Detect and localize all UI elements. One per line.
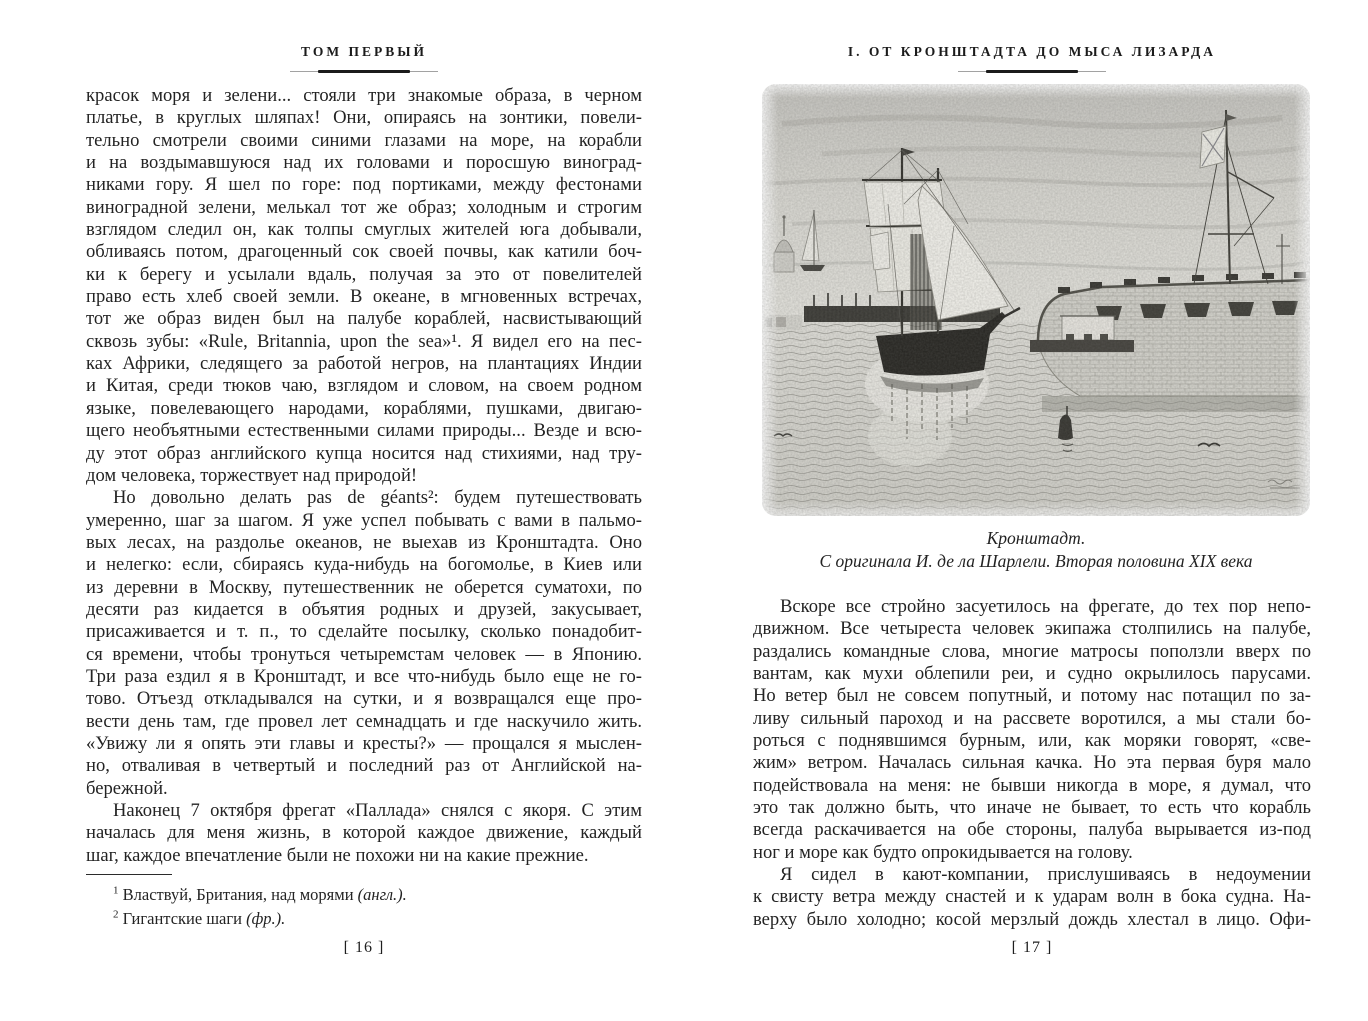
text-line: красок моря и зелени... стояли три знакомые образа, в черном <box>86 85 642 106</box>
text-line: сквозь зубы: «Rule, Britannia, upon the sea»¹. Я видел его на пес- <box>86 330 642 352</box>
text-line: ливу сильный пароход и на рассвете воротился, а мы стали бо- <box>753 707 1311 729</box>
kronstadt-engraving <box>762 84 1310 573</box>
illustration-caption <box>762 527 1310 573</box>
right-page <box>753 0 1311 1021</box>
text-line: началась для меня жизнь, в которой каждое движение, каждый <box>86 822 642 844</box>
text-line: жим» ветром. Началась сильная качка. Но эта первая буря мало <box>753 752 1311 774</box>
text-line: Три раза ездил я в Кронштадт, и все что-нибудь было еще не го- <box>86 665 642 687</box>
text-line: Я сидел в кают-компании, прислушиваясь в недоумении <box>780 864 1311 886</box>
text-line: право есть хлеб своей земли. В океане, в мгновенных встречах, <box>86 286 642 308</box>
footnote-list <box>86 883 642 930</box>
text-line: Вскоре все стройно засуетилось на фрегате, до тех пор непо- <box>780 596 1311 617</box>
text-line: и нелегко: если, сбираясь куда-нибудь на богомолье, в Киев или <box>86 554 642 576</box>
text-line: тово. Отъезд откладывался на сутки, и я возвращался еще про- <box>86 688 642 710</box>
text-line: десяти раз кидается в объятия родных и друзей, закусывает, <box>86 598 642 620</box>
text-line: из деревни в Москву, путешественник не оберется суматохи, по <box>86 576 642 598</box>
text-line: роться с поднявшимся бурным, или, как моряки говорят, «све- <box>753 730 1311 752</box>
page-number-right: [ 17 ] <box>1011 939 1053 956</box>
text-line: виноградной зелени, мелькал тот же образ; холодным и строгим <box>86 196 642 218</box>
text-line: обливаясь потом, драгоценный сок своей почвы, как катили боч- <box>86 241 642 263</box>
footnotes <box>86 874 642 930</box>
header-divider-left <box>290 70 438 73</box>
body-text-left <box>86 85 642 867</box>
text-line: шаг, каждое впечатление были не похожи ни на какие прежние. <box>86 844 589 866</box>
text-line: никами гору. Я шел по горе: под портиками, между фестонами <box>86 174 642 196</box>
text-line: ног и море как будто опрокидывается на голову. <box>753 841 1133 863</box>
text-line: верху было холодно; косой мерзлый дождь хлестал в лицо. Офи- <box>753 908 1311 930</box>
footnote: $^2$ Гигантские шаги (фр.). <box>113 908 286 928</box>
footnote: $^1$ Властвуй, Британия, над морями (англ.). <box>113 884 407 904</box>
text-line: но, отваливая в четвертый и последний раз от Английской на- <box>86 755 642 777</box>
text-line: Наконец 7 октября фрегат «Паллада» снялся с якоря. С этим <box>113 800 642 821</box>
header-divider-right <box>958 70 1106 73</box>
text-line: раздались командные слова, многие матросы поползли вверх по <box>753 640 1311 662</box>
text-line: и Китая, среди тюков чаю, взглядом и словом, на своем родном <box>86 375 642 397</box>
page-number-left: [ 16 ] <box>343 939 385 956</box>
text-line: ках Африки, следящего за работой негров, на плантациях Индии <box>86 353 642 375</box>
text-line: вых лесах, на раздолье океанов, не выехав из Кронштадта. Оно <box>86 531 642 553</box>
text-line: взглядом следил он, как толпы смуглых жителей юга добывали, <box>86 219 642 241</box>
text-line: щего необъятными естественными силами природы... Везде и всю- <box>86 420 642 442</box>
text-line: вести день там, где провел лет семнадцать и где наскучило жить. <box>86 710 642 732</box>
text-line: умеренно, шаг за шагом. Я уже успел побывать с вами в пальмо- <box>86 509 642 531</box>
running-head-left: ТОМ ПЕРВЫЙ <box>301 44 427 59</box>
text-line: ду этот образ английского купца носится над стихиями, над тру- <box>86 442 642 464</box>
body-text-right <box>753 596 1311 931</box>
text-line: языке, повелевающего народами, кораблями, пушками, двигаю- <box>86 397 642 419</box>
text-line: платье, в круглых шляпах! Они, опираясь на зонтики, повели- <box>86 107 642 129</box>
text-line: тельно смотрели своими синими глазами на море, на корабли <box>86 129 642 151</box>
text-line: Но ветер был не совсем попутный, и потому нас потащил по за- <box>753 685 1311 707</box>
text-line: движном. Все четыреста человек экипажа столпились на палубе, <box>753 618 1311 640</box>
text-line: всегда раскачивается на обе стороны, палуба вырывается из-под <box>753 819 1311 841</box>
text-line: бережной. <box>86 777 168 799</box>
illustration-caption-line2: С оригинала И. де ла Шарлели. Вторая половина XIX века <box>819 551 1253 571</box>
text-line: к свисту ветра между снастей и к ударам волн в бока судна. На- <box>753 886 1311 908</box>
text-line: ки к берегу и усылали вдаль, получая за это от повелителей <box>86 263 642 285</box>
text-line: ся времени, чтобы тронуться четыремстам человек — в Японию. <box>86 643 642 665</box>
illustration-caption-line1: Кронштадт. <box>986 528 1086 548</box>
running-head-right: I. ОТ КРОНШТАДТА ДО МЫСА ЛИЗАРДА <box>847 44 1217 59</box>
text-line: Но довольно делать pas de géants²: будем путешествовать <box>113 487 642 509</box>
text-line: и на воздымавшуюся над их головами и поросшую виноград- <box>86 152 642 174</box>
text-line: подействовала на меня: не бывши никогда в море, я думал, что <box>753 774 1311 796</box>
engraving-image <box>762 84 1310 516</box>
footnote-rule <box>86 874 172 875</box>
text-line: дом человека, торжествует над природой! <box>86 464 418 486</box>
text-line: тот же образ виден был на палубе кораблей, насвистывающий <box>86 308 642 330</box>
text-line: присаживается и т. п., то сделайте посылку, сколько понадобит- <box>86 621 642 643</box>
text-line: это так должно быть, что иначе не бывает, то есть что корабль <box>753 797 1311 819</box>
text-line: вантам, как мухи облепили реи, и судно окрылилось парусами. <box>753 663 1311 685</box>
text-line: «Увижу ли я опять эти главы и кресты?» — прощался я мыслен- <box>86 732 642 754</box>
left-page <box>86 0 642 1021</box>
